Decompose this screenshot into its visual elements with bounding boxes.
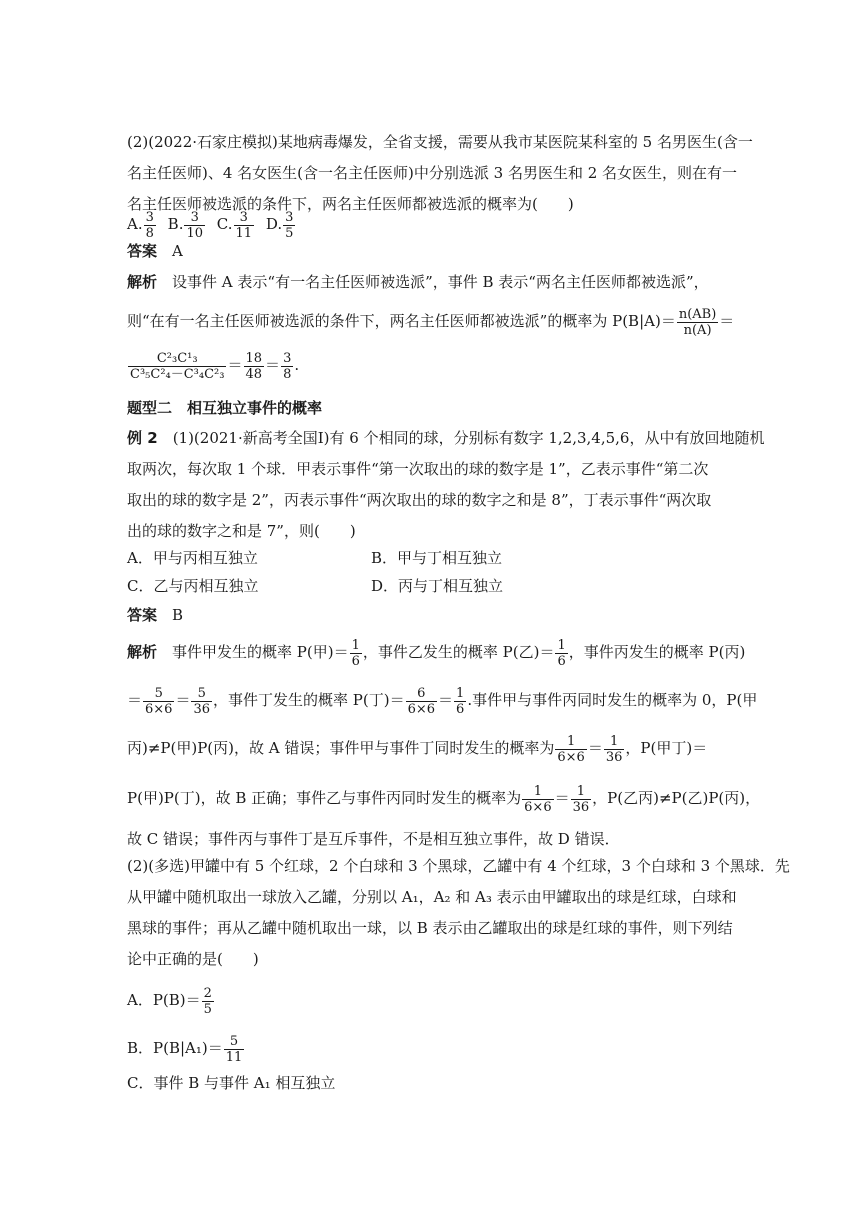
answer-label: 答案 [127,606,158,624]
ex2-analysis-line-5: 故 C 错误；事件丙与事件丁是互斥事件，不是相互独立事件，故 D 错误． [127,830,620,848]
q2-option-c: C. $\frac{3}{11}$ [216,209,253,241]
ex2-option-c: C．乙与丙相互独立 [127,577,259,595]
ex2-option-b: B．甲与丁相互独立 [371,549,503,567]
ex2-option-d: D．丙与丁相互独立 [371,577,504,595]
ex2-2-option-b: B．P(B|A₁)＝ $\frac{5}{11}$ [127,1033,243,1065]
q2-analysis-line-1: 解析 设事件 A 表示“有一名主任医师被选派”，事件 B 表示“两名主任医师都被选派”， [127,273,709,291]
ex2-analysis-line-1: 解析 事件甲发生的概率 P(甲)＝ $\frac{1}{6}$ ，事件乙发生的概率 P(乙)＝ $\frac{1}{6}$ ，事件丙发生的概率 P(丙) [127,637,746,669]
analysis-label: 解析 [127,643,158,661]
ex2-analysis-line-3: 丙)≠P(甲)P(丙)，故 A 错误；事件甲与事件丁同时发生的概率为 $\frac{1}{6\times 6}$ ＝ $\frac{1}{36}$ ，P(甲丁)＝ [127,733,708,765]
ex2-2-option-c: C．事件 B 与事件 A₁ 相互独立 [127,1074,336,1092]
ex2-analysis-line-4: P(甲)P(丁)，故 B 正确；事件乙与事件丙同时发生的概率为 $\frac{1}{6\times 6}$ ＝ $\frac{1}{36}$ ，P(乙丙)≠P(乙)P(丙)， [127,783,761,815]
q2-line-3: 名主任医师被选派的条件下，两名主任医师都被选派的概率为( ) [127,195,574,213]
example-label: 例 2 [127,429,158,447]
ex2-line-4: 出的球的数字之和是 7”，则( ) [127,522,356,540]
q2-line-1: (2)(2022·石家庄模拟)某地病毒爆发，全省支援，需要从我市某医院某科室的 5 名男医生(含一 [127,133,753,151]
q2-option-b: B. $\frac{3}{10}$ [167,209,204,241]
q2-answer: 答案 A [127,242,183,260]
q2-option-d: D. $\frac{3}{5}$ [265,209,294,241]
q2-options [127,204,302,244]
answer-label: 答案 [127,242,158,260]
section-heading: 题型二 相互独立事件的概率 [127,399,323,417]
analysis-label: 解析 [127,273,158,291]
ex2-answer: 答案 B [127,606,184,624]
q2-option-a: A. $\frac{3}{8}$ [127,209,154,241]
ex2-2-line-3: 黑球的事件；再从乙罐中随机取出一球，以 B 表示由乙罐取出的球是红球的事件，则下列结 [127,919,733,937]
ex2-2-line-4: 论中正确的是( ) [127,950,259,968]
ex2-line-2: 取两次，每次取 1 个球．甲表示事件“第一次取出的球的数字是 1”，乙表示事件“第二次 [127,460,709,478]
ex2-line-3: 取出的球的数字是 2”，丙表示事件“两次取出的球的数字之和是 8”，丁表示事件“两次取 [127,491,712,509]
q2-analysis-line-3: $\frac{\text{C²₃C¹₃}}{\text{C³₅C²₄－C³₄C²₃}}$ ＝ $\frac{18}{48}$ ＝ $\frac{3}{8}$ . [130,350,300,382]
ex2-analysis-line-2: ＝ $\frac{5}{6\times 6}$ ＝ $\frac{5}{36}$ ，事件丁发生的概率 P(丁)＝ $\frac{6}{6\times 6}$ ＝ $\frac{1}{6}$ .事件甲与事件丙同时发生的概率为 0，P(甲 [127,685,758,717]
q2-analysis-line-2: 则“在有一名主任医师被选派的条件下，两名主任医师都被选派”的概率为 P(B|A)＝ $\frac{n(AB)}{n(A)}$ ＝ [127,306,735,338]
ex2-2-line-1: (2)(多选)甲罐中有 5 个红球，2 个白球和 3 个黑球，乙罐中有 4 个红球，3 个白球和 3 个黑球．先 [127,857,790,875]
ex2-2-line-2: 从甲罐中随机取出一球放入乙罐，分别以 A₁，A₂ 和 A₃ 表示由甲罐取出的球是红球，白球和 [127,888,737,906]
ex2-option-a: A．甲与丙相互独立 [127,549,258,567]
ex2-2-option-a: A．P(B)＝ $\frac{2}{5}$ [127,985,212,1017]
ex2-line-1: 例 2 (1)(2021·新高考全国Ⅰ)有 6 个相同的球，分别标有数字 1,2,3,4,5,6，从中有放回地随机 [127,429,765,447]
q2-line-2: 名主任医师)、4 名女医生(含一名主任医师)中分别选派 3 名男医生和 2 名女医生，则在有一 [127,164,738,182]
